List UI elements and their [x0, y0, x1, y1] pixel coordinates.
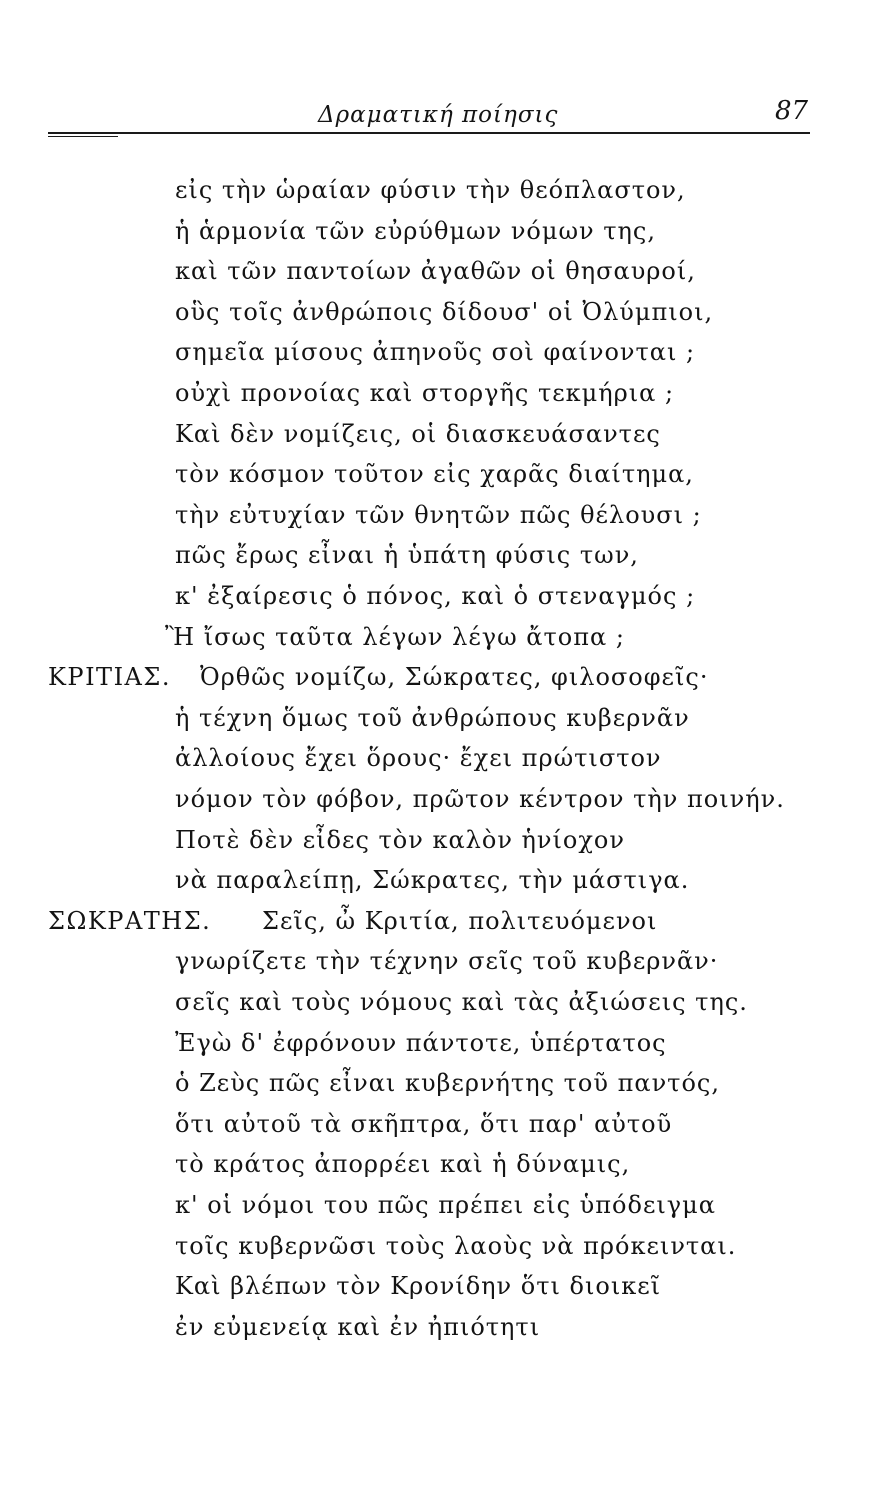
verse-line: [0, 373, 883, 413]
verse-line-text: σεῖς καὶ τοὺς νόμους καὶ τὰς ἀξιώσεις της.: [175, 988, 748, 1016]
verse-line: [0, 738, 883, 778]
verse-line-text: νόμον τὸν φόβον, πρῶτον κέντρον τὴν ποινήν.: [175, 785, 785, 813]
verse-line-text: Ποτὲ δὲν εἶδες τὸν καλὸν ἡνίοχον: [175, 825, 625, 854]
verse-line: [0, 1144, 883, 1184]
verse-line-text: Σεῖς, ὦ Κριτία, πολιτευόμενοι: [262, 906, 658, 935]
speaker-name: ΣΩΚΡΑΤΗΣ.: [48, 906, 212, 935]
verse-line-text: ὁ Ζεὺς πῶς εἶναι κυβερνήτης τοῦ παντός,: [175, 1069, 720, 1098]
verse-line: [0, 901, 883, 941]
verse-line: [0, 860, 883, 900]
verse-line: [0, 535, 883, 575]
verse-line: [0, 1185, 883, 1225]
verse-line-text: ἡ τέχνη ὅμως τοῦ ἀνθρώπους κυβερνᾶν: [175, 703, 690, 732]
verse-line-text: κ' ἐξαίρεσις ὁ πόνος, καὶ ὁ στεναγμός ;: [175, 582, 696, 610]
running-title: Δραματική ποίησις: [318, 102, 559, 128]
verse-line: [0, 982, 883, 1022]
verse-line-text: οὓς τοῖς ἀνθρώποις δίδουσ' οἱ Ὀλύμπιοι,: [175, 297, 714, 326]
verse-line: [0, 495, 883, 535]
verse-line-text: οὐχὶ προνοίας καὶ στοργῆς τεκμήρια ;: [175, 379, 675, 407]
verse-line: [0, 1226, 883, 1266]
verse-line-text: σημεῖα μίσους ἀπηνοῦς σοὶ φαίνονται ;: [175, 338, 696, 367]
verse-line-text: τὸν κόσμον τοῦτον εἰς χαρᾶς διαίτημα,: [175, 460, 694, 489]
verse-line-text: ἐν εὐμενείᾳ καὶ ἐν ἠπιότητι: [175, 1312, 541, 1341]
verse-line: [0, 1307, 883, 1347]
verse-line-text: νὰ παραλείπῃ, Σώκρατες, τὴν μάστιγα.: [175, 866, 690, 895]
verse-line-text: γνωρίζετε τὴν τέχνην σεῖς τοῦ κυβερνᾶν·: [175, 947, 719, 976]
verse-line: [0, 1023, 883, 1063]
verse-line: [0, 1266, 883, 1306]
verse-line: [0, 820, 883, 860]
verse-line-text: ἀλλοίους ἔχει ὅρους· ἔχει πρώτιστον: [175, 744, 662, 773]
verse-line-text: Καὶ δὲν νομίζεις, οἱ διασκευάσαντες: [175, 419, 661, 448]
verse-line: [0, 617, 883, 657]
verse-line: [0, 941, 883, 981]
verse-line: [0, 251, 883, 291]
verse-line: [0, 1104, 883, 1144]
verse-line: [0, 454, 883, 494]
verse-line-text: τὴν εὐτυχίαν τῶν θνητῶν πῶς θέλουσι ;: [175, 500, 702, 529]
verse-line-text: Ὀρθῶς νομίζω, Σώκρατες, φιλοσοφεῖς·: [200, 663, 709, 692]
speaker-name: ΚΡΙΤΙΑΣ.: [48, 663, 171, 692]
verse-line-text: ἡ ἁρμονία τῶν εὐρύθμων νόμων της,: [175, 216, 656, 245]
verse-line: [0, 698, 883, 738]
verse-line: [0, 657, 883, 697]
verse-line-text: τοῖς κυβερνῶσι τοὺς λαοὺς νὰ πρόκεινται.: [175, 1231, 737, 1260]
verse-line-text: ὅτι αὐτοῦ τὰ σκῆπτρα, ὅτι παρ' αὐτοῦ: [175, 1109, 673, 1138]
verse-line: [0, 170, 883, 210]
verse-line-text: εἰς τὴν ὡραίαν φύσιν τὴν θεόπλαστον,: [175, 176, 686, 204]
verse-line: [0, 779, 883, 819]
verse-line-text: κ' οἱ νόμοι του πῶς πρέπει εἰς ὑπόδειγμα: [175, 1191, 716, 1219]
verse-line-text: Ἢ ἴσως ταῦτα λέγων λέγω ἄτοπα ;: [165, 622, 625, 651]
verse-line: [0, 292, 883, 332]
page-number: 87: [775, 96, 809, 126]
verse-line: [0, 332, 883, 372]
verse-line-text: καὶ τῶν παντοίων ἀγαθῶν οἱ θησαυροί,: [175, 257, 696, 286]
verse-line-text: Ἐγὼ δ' ἐφρόνουν πάντοτε, ὑπέρτατος: [175, 1028, 667, 1057]
verse-line: [0, 414, 883, 454]
verse-line: [0, 1063, 883, 1103]
verse-line: [0, 211, 883, 251]
header-rule: [48, 132, 810, 134]
verse-line: [0, 576, 883, 616]
header-rule-accent: [48, 136, 118, 137]
verse-line-text: πῶς ἔρως εἶναι ἡ ὑπάτη φύσις των,: [175, 541, 639, 570]
running-header: [0, 96, 883, 136]
verse-line-text: τὸ κράτος ἀπορρέει καὶ ἡ δύναμις,: [175, 1150, 631, 1179]
verse-line-text: Καὶ βλέπων τὸν Κρονίδην ὅτι διοικεῖ: [175, 1272, 662, 1301]
